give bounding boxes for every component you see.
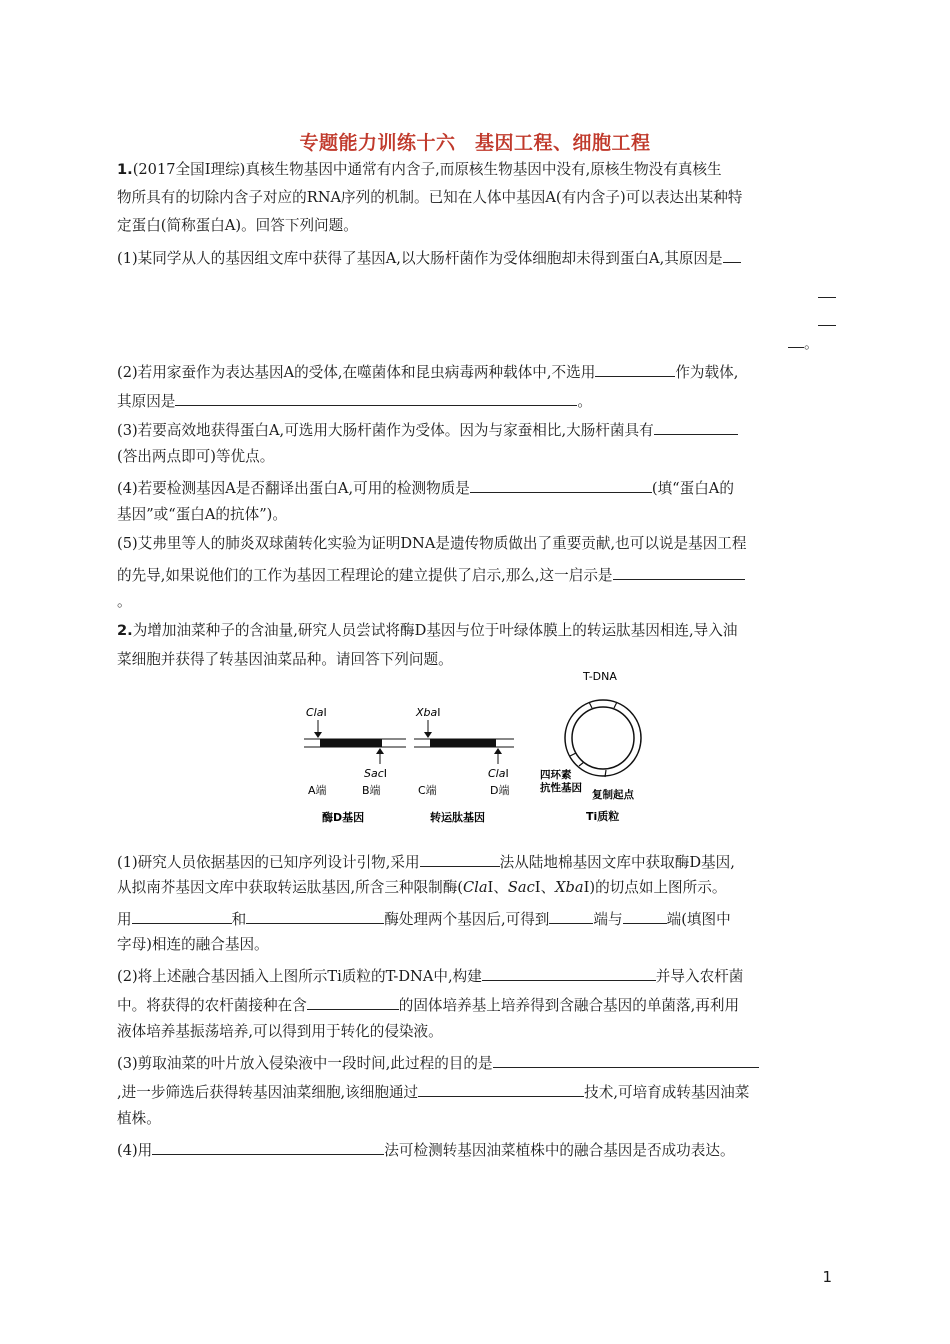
q1-part1: (1)某同学从人的基因组文库中获得了基因A,以大肠杆菌作为受体细胞却未得到蛋白A,其原因是 [117, 246, 741, 269]
q1-number: 1. [117, 161, 133, 178]
plasmid-ori-label: 复制起点 [592, 789, 634, 801]
plasmid-caption: Ti质粒 [586, 810, 620, 823]
q1-part5-blank[interactable] [613, 563, 745, 580]
gene2-right-end-label: D端 [490, 784, 510, 797]
q2-part3-blank2[interactable] [418, 1080, 584, 1097]
gene2-site-top-label: XbaⅠ [416, 706, 441, 719]
q1-part1-blank-line3[interactable] [818, 309, 836, 326]
q2-number: 2. [117, 622, 133, 639]
gene2-site-top-arrowhead [424, 732, 432, 738]
gene2-site-bottom-arrowhead [494, 748, 502, 754]
q2-part3-line3: 植株。 [117, 1110, 161, 1127]
q2-part1-line3: 用 和 酶处理两个基因后,可得到 端与 端(填图中 [117, 907, 731, 930]
q1-part2-blank1[interactable] [595, 360, 675, 377]
q2-intro-line1: 2.为增加油菜种子的含油量,研究人员尝试将酶D基因与位于叶绿体膜上的转运肽基因相连,导入油 [117, 622, 738, 639]
q2-part1-line4: 字母)相连的融合基因。 [117, 936, 269, 953]
gene2-site-bottom-label: ClaⅠ [488, 767, 509, 780]
q1-part2-blank2[interactable] [175, 389, 577, 406]
q1-part4-line2: 基因”或“蛋白A的抗体”)。 [117, 506, 287, 523]
q1-part1-end: 。 [788, 331, 819, 354]
q1-part1-blank-line4[interactable] [788, 331, 804, 348]
plasmid-outer-ring [565, 700, 641, 776]
q1-intro-line1: 1.(2017全国Ⅰ理综)真核生物基因中通常有内含子,而原核生物基因中没有,原核生物没有真核生 [117, 161, 722, 178]
q1-intro-line3: 定蛋白(简称蛋白A)。回答下列问题。 [117, 217, 358, 234]
gene1-right-end-label: B端 [362, 784, 381, 797]
plasmid-tet-boundary-2 [579, 762, 584, 766]
plasmid-tet-label-1: 四环素 [540, 769, 572, 781]
q1-part1-blank[interactable] [723, 246, 741, 263]
page-title: 专题能力训练十六 基因工程、细胞工程 [299, 132, 651, 154]
q1-part5-end: 。 [117, 593, 132, 610]
q2-part2-line3: 液体培养基振荡培养,可以得到用于转化的侵染液。 [117, 1023, 443, 1040]
gene2-caption: 转运肽基因 [430, 811, 485, 824]
plasmid-inner-ring [572, 707, 634, 769]
q2-part3-line2: ,进一步筛选后获得转基因油菜细胞,该细胞通过 技术,可培育成转基因油菜 [117, 1080, 749, 1103]
q1-part1-blank-line2[interactable] [818, 281, 836, 298]
q2-part4-blank[interactable] [152, 1138, 384, 1155]
gene1-site-bottom-label: SacⅠ [364, 767, 388, 780]
plasmid-tdna-label: T-DNA [583, 670, 617, 683]
gene2-coding-region [430, 739, 496, 747]
q2-part1-line2: 从拟南芥基因文库中获取转运肽基因,所含三种限制酶(ClaⅠ、SacⅠ、XbaⅠ)的切点如上图所示。 [117, 879, 727, 896]
q2-part2-line2: 中。将获得的农杆菌接种在含 的固体培养基上培养得到含融合基因的单菌落,再利用 [117, 993, 739, 1016]
plasmid-tet-boundary-1 [570, 753, 576, 756]
q1-part5-line2: 的先导,如果说他们的工作为基因工程理论的建立提供了启示,那么,这一启示是 [117, 563, 745, 586]
gene-plasmid-figure [300, 660, 660, 830]
enzyme-d-gene-diagram [304, 706, 406, 824]
q1-part3-line2: (答出两点即可)等优点。 [117, 448, 275, 465]
q1-part2-line2: 其原因是 。 [117, 389, 592, 412]
q1-intro-line2: 物所具有的切除内含子对应的RNA序列的机制。已知在人体中基因A(有内含子)可以表达出某种特 [117, 189, 743, 206]
q1-part5-line1: (5)艾弗里等人的肺炎双球菌转化实验为证明DNA是遗传物质做出了重要贡献,也可以说是基因工程 [117, 535, 747, 552]
q2-part3-blank1[interactable] [493, 1051, 759, 1068]
ti-plasmid-diagram [540, 670, 641, 823]
q2-part1-blank5[interactable] [623, 907, 667, 924]
q2-part2-blank2[interactable] [307, 993, 399, 1010]
plasmid-tet-label-2: 抗性基因 [540, 782, 582, 794]
q2-part1-blank4[interactable] [549, 907, 593, 924]
q2-intro-line2: 菜细胞并获得了转基因油菜品种。请回答下列问题。 [117, 651, 453, 668]
q1-part3-line1: (3)若要高效地获得蛋白A,可选用大肠杆菌作为受体。因为与家蚕相比,大肠杆菌具有 [117, 418, 738, 441]
transit-peptide-gene-diagram [414, 706, 514, 824]
gene1-caption: 酶D基因 [322, 811, 365, 824]
q1-part4-line1: (4)若要检测基因A是否翻译出蛋白A,可用的检测物质是 (填“蛋白A的 [117, 476, 734, 499]
q2-part2-line1: (2)将上述融合基因插入上图所示Ti质粒的T-DNA中,构建 并导入农杆菌 [117, 964, 743, 987]
page-number: 1 [822, 1268, 832, 1286]
q2-part3-line1: (3)剪取油菜的叶片放入侵染液中一段时间,此过程的目的是 [117, 1051, 759, 1074]
gene1-site-top-label: ClaⅠ [306, 706, 327, 719]
gene2-left-end-label: C端 [418, 784, 437, 797]
q1-part4-blank[interactable] [470, 476, 652, 493]
gene1-site-bottom-arrowhead [376, 748, 384, 754]
q1-part2-line1: (2)若用家蚕作为表达基因A的受体,在噬菌体和昆虫病毒两种载体中,不选用 作为载体, [117, 360, 738, 383]
q2-part2-blank1[interactable] [482, 964, 656, 981]
q2-part1-blank3[interactable] [246, 907, 384, 924]
q2-part1-blank2[interactable] [132, 907, 232, 924]
gene1-site-top-arrowhead [314, 732, 322, 738]
q2-part1-line1: (1)研究人员依据基因的已知序列设计引物,采用 法从陆地棉基因文库中获取酶D基因, [117, 850, 735, 873]
q1-part3-blank[interactable] [654, 418, 738, 435]
q2-part1-blank1[interactable] [420, 850, 500, 867]
q2-part4-line1: (4)用 法可检测转基因油菜植株中的融合基因是否成功表达。 [117, 1138, 735, 1161]
gene1-left-end-label: A端 [308, 784, 327, 797]
gene1-coding-region [320, 739, 382, 747]
